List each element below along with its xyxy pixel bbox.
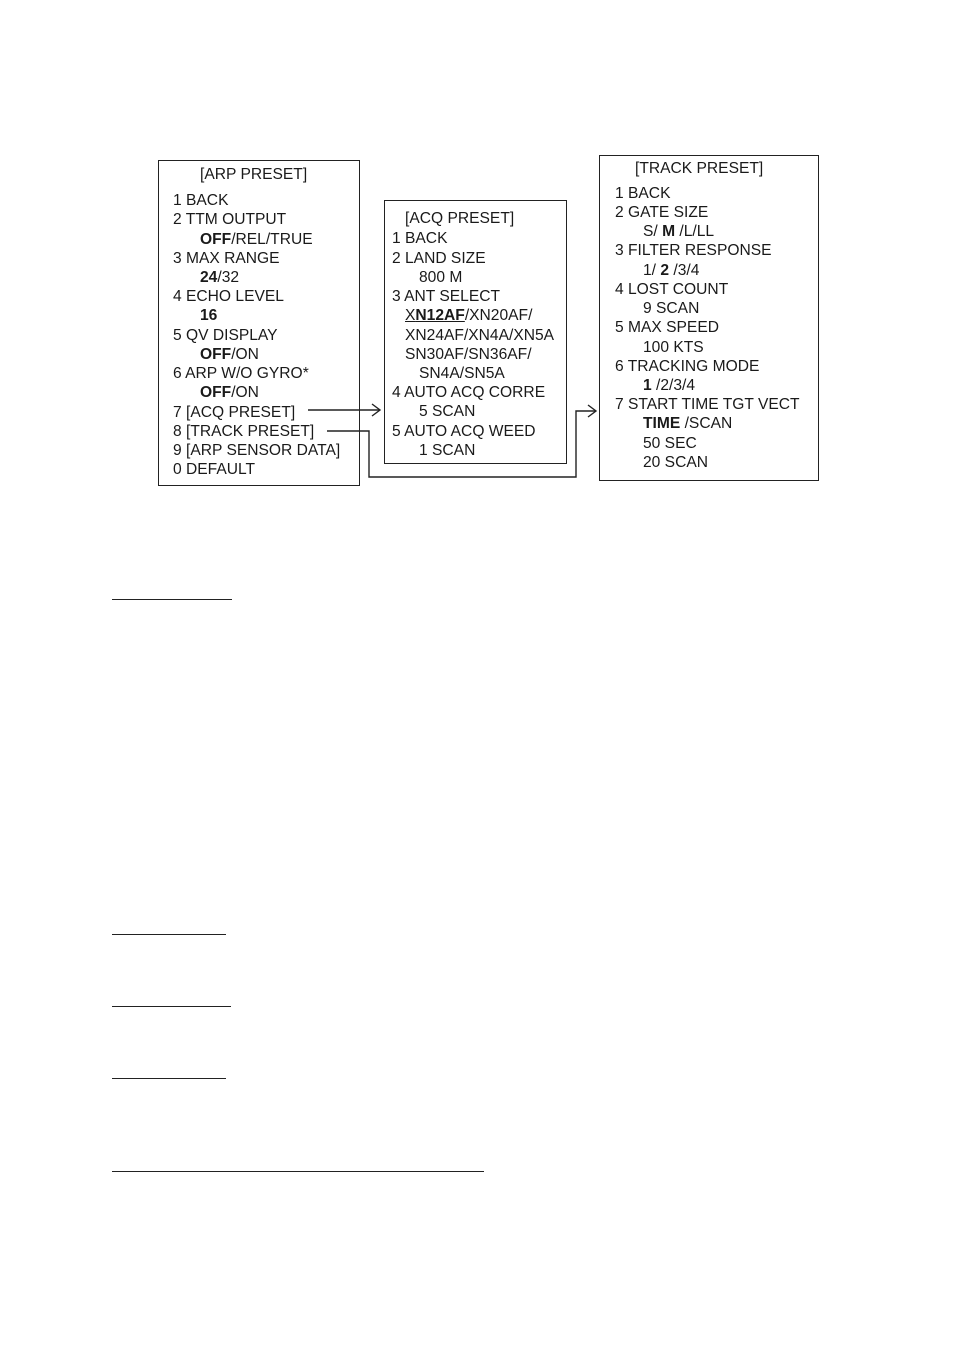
option-prefix: X <box>405 307 416 324</box>
track-item-lost-count[interactable]: 4 LOST COUNT <box>615 281 729 298</box>
track-max-speed-value: 100 KTS <box>643 339 704 356</box>
acq-item-auto-acq-weed[interactable]: 5 AUTO ACQ WEED <box>392 423 536 440</box>
option-values: /ON <box>231 346 259 363</box>
acq-preset-title: [ACQ PRESET] <box>405 210 515 227</box>
selected-value: OFF <box>200 384 232 401</box>
track-item-tracking-mode[interactable]: 6 TRACKING MODE <box>615 358 760 375</box>
option-prefix: S/ <box>643 223 663 240</box>
arp-item-qv-display[interactable]: 5 QV DISPLAY <box>173 327 278 344</box>
option-values: /32 <box>217 269 240 286</box>
acq-item-land-size[interactable]: 2 LAND SIZE <box>392 250 486 267</box>
heading-rule-1 <box>112 599 232 600</box>
track-item-gate-size[interactable]: 2 GATE SIZE <box>615 204 709 221</box>
arp-preset-title: [ARP PRESET] <box>200 166 308 183</box>
heading-rule-5 <box>112 1171 484 1172</box>
heading-rule-2 <box>112 934 226 935</box>
option-values: /3/4 <box>669 262 700 279</box>
selected-value: 2 <box>660 262 670 279</box>
arp-item-echo-level[interactable]: 4 ECHO LEVEL <box>173 288 284 305</box>
acq-ant-select-options-3: SN30AF/SN36AF/ <box>405 346 532 363</box>
track-item-start-time-tgt-vect[interactable]: 7 START TIME TGT VECT <box>615 396 800 413</box>
option-values: /2/3/4 <box>651 377 696 394</box>
track-lost-count-value: 9 SCAN <box>643 300 700 317</box>
arp-item-back[interactable]: 1 BACK <box>173 192 229 209</box>
option-values: /XN20AF/ <box>464 307 533 324</box>
track-item-max-speed[interactable]: 5 MAX SPEED <box>615 319 719 336</box>
selected-value: M <box>662 223 676 240</box>
selected-value: N12AF <box>415 307 465 324</box>
option-values: /L/LL <box>675 223 715 240</box>
acq-auto-acq-corre-value: 5 SCAN <box>419 403 476 420</box>
option-values: /ON <box>231 384 259 401</box>
option-prefix: 1/ <box>643 262 661 279</box>
track-start-time-value-sec: 50 SEC <box>643 435 697 452</box>
arp-item-max-range[interactable]: 3 MAX RANGE <box>173 250 280 267</box>
selected-value: 1 <box>643 377 652 394</box>
connector-track-preset <box>327 411 596 477</box>
selected-value: OFF <box>200 346 232 363</box>
selected-value: TIME <box>643 415 681 432</box>
option-values: /SCAN <box>680 415 733 432</box>
option-values: /REL/TRUE <box>231 231 313 248</box>
acq-land-size-value: 800 M <box>419 269 463 286</box>
arp-item-wo-gyro[interactable]: 6 ARP W/O GYRO* <box>173 365 309 382</box>
track-start-time-value-scan: 20 SCAN <box>643 454 709 471</box>
heading-rule-3 <box>112 1006 231 1007</box>
arp-item-acq-preset[interactable]: 7 [ACQ PRESET] <box>173 404 296 421</box>
arp-item-track-preset[interactable]: 8 [TRACK PRESET] <box>173 423 315 440</box>
track-item-filter-response[interactable]: 3 FILTER RESPONSE <box>615 242 772 259</box>
arp-item-default[interactable]: 0 DEFAULT <box>173 461 256 478</box>
heading-rule-4 <box>112 1078 226 1079</box>
acq-item-auto-acq-corre[interactable]: 4 AUTO ACQ CORRE <box>392 384 546 401</box>
acq-item-back[interactable]: 1 BACK <box>392 230 448 247</box>
acq-auto-acq-weed-value: 1 SCAN <box>419 442 476 459</box>
selected-value: OFF <box>200 231 232 248</box>
track-item-back[interactable]: 1 BACK <box>615 185 671 202</box>
acq-ant-select-options-4: SN4A/SN5A <box>419 365 505 382</box>
arp-item-sensor-data[interactable]: 9 [ARP SENSOR DATA] <box>173 442 341 459</box>
arp-item-ttm-output[interactable]: 2 TTM OUTPUT <box>173 211 287 228</box>
acq-item-ant-select[interactable]: 3 ANT SELECT <box>392 288 501 305</box>
arp-echo-level-value: 16 <box>200 307 218 324</box>
selected-value: 24 <box>200 269 218 286</box>
acq-ant-select-options-2: XN24AF/XN4A/XN5A <box>405 327 555 344</box>
track-preset-title: [TRACK PRESET] <box>635 160 764 177</box>
